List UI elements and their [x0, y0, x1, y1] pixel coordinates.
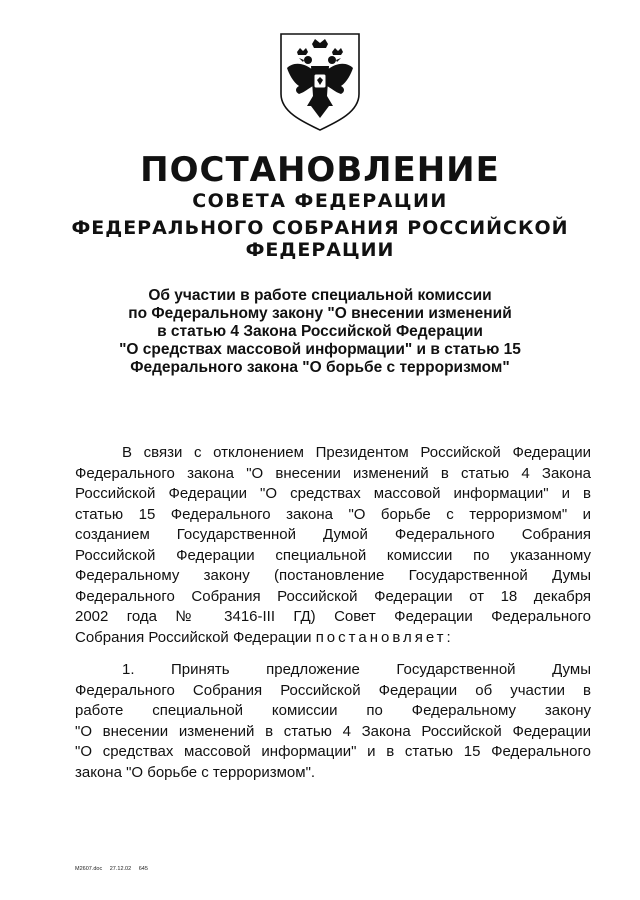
paragraph-preamble: [75, 443, 591, 648]
russian-coat-of-arms-icon: [275, 30, 365, 134]
resolution-subject: [0, 287, 640, 377]
paragraph-clause-1: [75, 660, 591, 783]
resolves-keyword: постановляет:: [315, 628, 454, 646]
subject-line: "О средствах массовой информации" и в статью 15: [119, 341, 521, 358]
subject-line: Об участии в работе специальной комиссии: [148, 287, 492, 304]
paragraph-line: закона "О борьбе с терроризмом".: [75, 763, 316, 781]
paragraph-line: Федеральному закону (постановление Государственной Думы: [75, 567, 591, 584]
paragraph-line: работе специальной комиссии по Федеральному закону: [75, 702, 591, 719]
subject-line: в статью 4 Закона Российской Федерации: [157, 323, 483, 340]
subject-line: по Федеральному закону "О внесении изменений: [128, 305, 512, 322]
footer-filename: M2607.doc: [75, 866, 103, 872]
document-title: ПОСТАНОВЛЕНИЕ: [140, 150, 500, 190]
paragraph-line: 1. Принять предложение Государственной Думы: [122, 661, 591, 678]
paragraph-line: "О внесении изменений в статью 4 Закона Российской Федерации: [75, 722, 591, 740]
issuer-line-1: СОВЕТА ФЕДЕРАЦИИ: [192, 190, 448, 212]
paragraph-line: статью 15 Федерального закона "О борьбе с терроризмом" и: [75, 505, 591, 523]
paragraph-line: Федерального Собрания Российской Федерации от 18 декабря: [75, 587, 591, 605]
paragraph-line: [75, 628, 591, 649]
paragraph-line: В связи с отклонением Президентом Российской Федерации: [122, 444, 591, 461]
issuer-line-2: ФЕДЕРАЛЬНОГО СОБРАНИЯ РОССИЙСКОЙ ФЕДЕРАЦИИ: [71, 217, 569, 261]
paragraph-line: Федерального Собрания Российской Федерации об участии в: [75, 681, 591, 699]
document-footer: [75, 866, 154, 872]
paragraph-line: Федерального закона "О внесении изменений в статью 4 Закона: [75, 464, 591, 482]
paragraph-line: созданием Государственной Думой Федерального Собрания: [75, 526, 591, 543]
paragraph-line: Российской Федерации специальной комиссии по указанному: [75, 546, 591, 564]
paragraph-text: Собрания Российской Федерации: [75, 628, 312, 646]
paragraph-line: Российской Федерации "О средствах массовой информации" и в: [75, 485, 591, 502]
footer-date: 27.12.02: [109, 866, 132, 872]
subject-line: Федерального закона "О борьбе с терроризмом": [130, 359, 510, 376]
paragraph-line: "О средствах массовой информации" и в статью 15 Федерального: [75, 743, 591, 760]
paragraph-line: 2002 года № 3416-III ГД) Совет Федерации Федерального: [75, 608, 591, 625]
footer-code: 645: [138, 866, 148, 872]
